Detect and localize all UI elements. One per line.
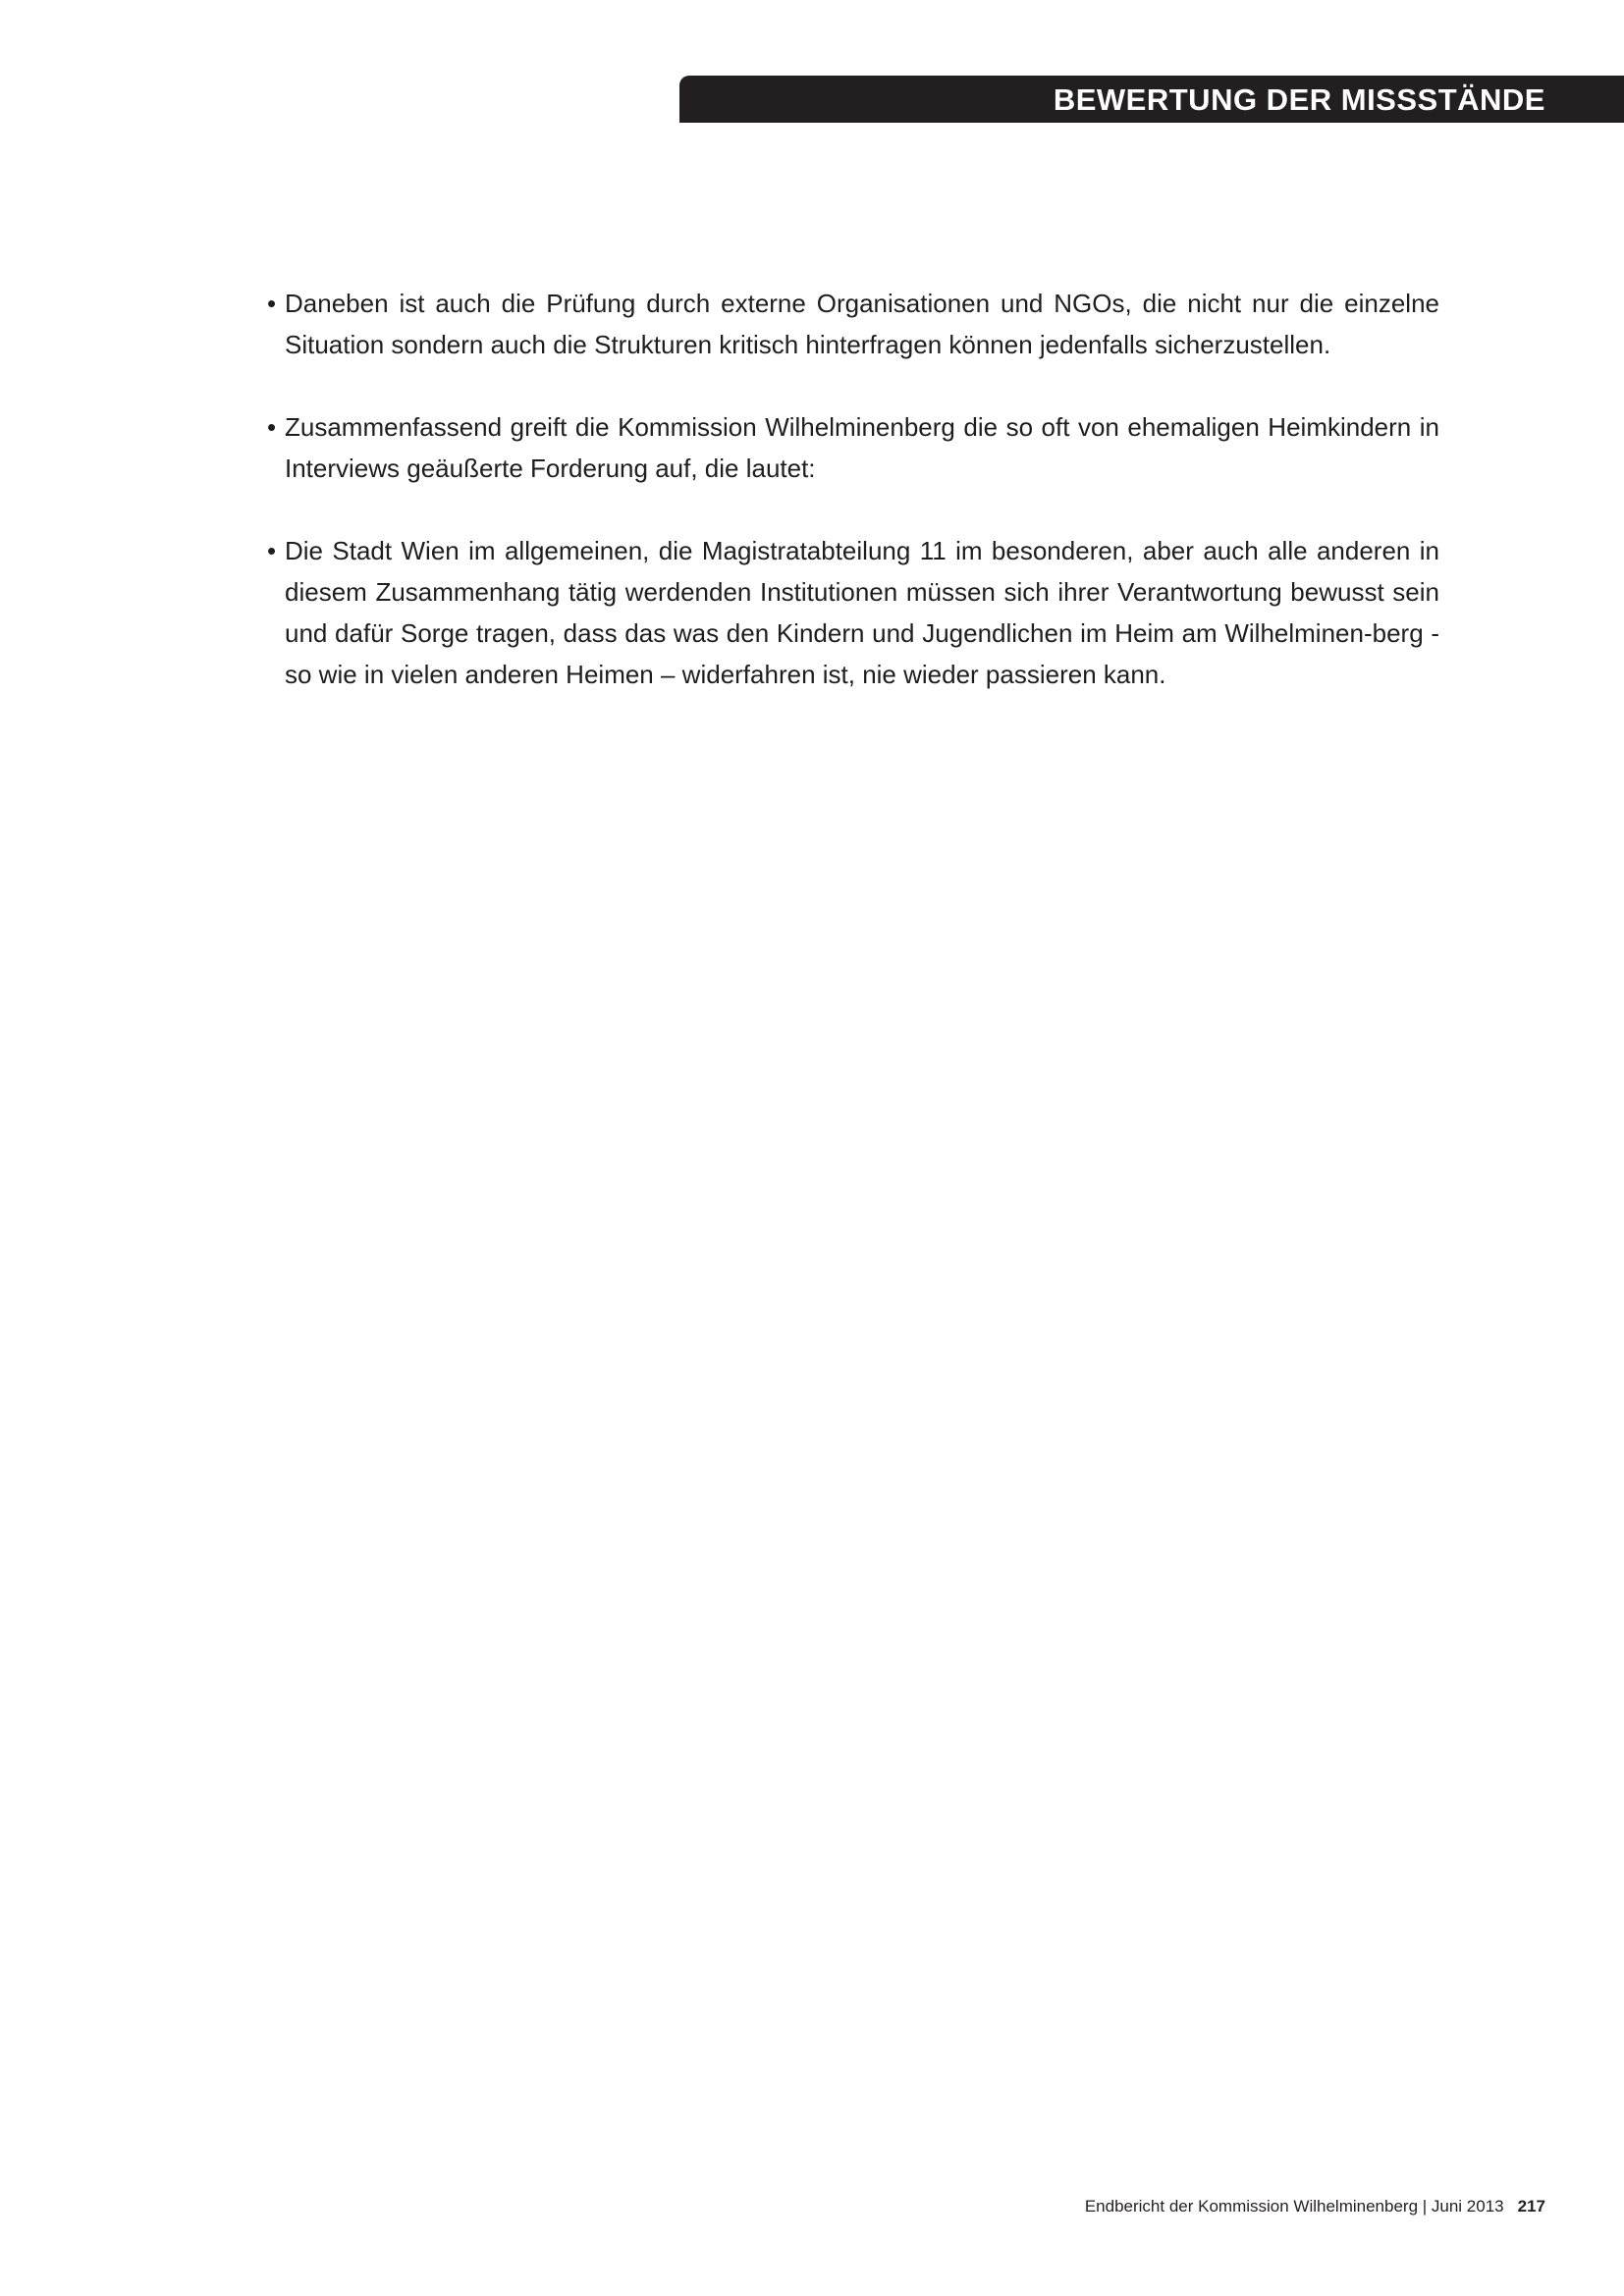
bullet-text: Zusammenfassend greift die Kommission Wilhelminenberg die so oft von ehemaligen Heimkindern in Interviews geäußerte Forderung auf, die lautet: (285, 412, 1439, 483)
bullet-item-external-review (267, 283, 1439, 365)
bullet-item-commission-demand (267, 406, 1439, 489)
section-header (679, 76, 1624, 123)
bullet-marker: • (267, 289, 277, 318)
page-number: 217 (1517, 2197, 1545, 2216)
section-title: BEWERTUNG DER MISSSTÄNDE (1053, 81, 1545, 117)
bullet-text: Daneben ist auch die Prüfung durch externe Organisationen und NGOs, die nicht nur die einzelne Situation sondern auch die Strukturen kritisch hinterfragen können jedenfalls sicherzustellen. (285, 289, 1439, 359)
bullet-list (267, 283, 1439, 695)
bullet-marker: • (267, 412, 277, 442)
bullet-text: Die Stadt Wien im allgemeinen, die Magistratabteilung 11 im besonderen, aber auch alle anderen in diesem Zusammenhang tätig werdenden Institutionen müssen sich ihrer Verantwortung bewusst sein und dafür Sorge tragen, dass das was den Kindern und Jugendlichen im Heim am Wilhelminen-berg - so wie in vielen anderen Heimen – widerfahren ist, nie wieder passieren kann. (285, 536, 1439, 689)
footer-report-title: Endbericht der Kommission Wilhelminenberg | Juni 2013 (1084, 2197, 1504, 2216)
bullet-item-city-responsibility (267, 530, 1439, 695)
page-footer (1085, 2195, 1545, 2218)
main-content (267, 283, 1439, 736)
bullet-marker: • (267, 536, 277, 565)
